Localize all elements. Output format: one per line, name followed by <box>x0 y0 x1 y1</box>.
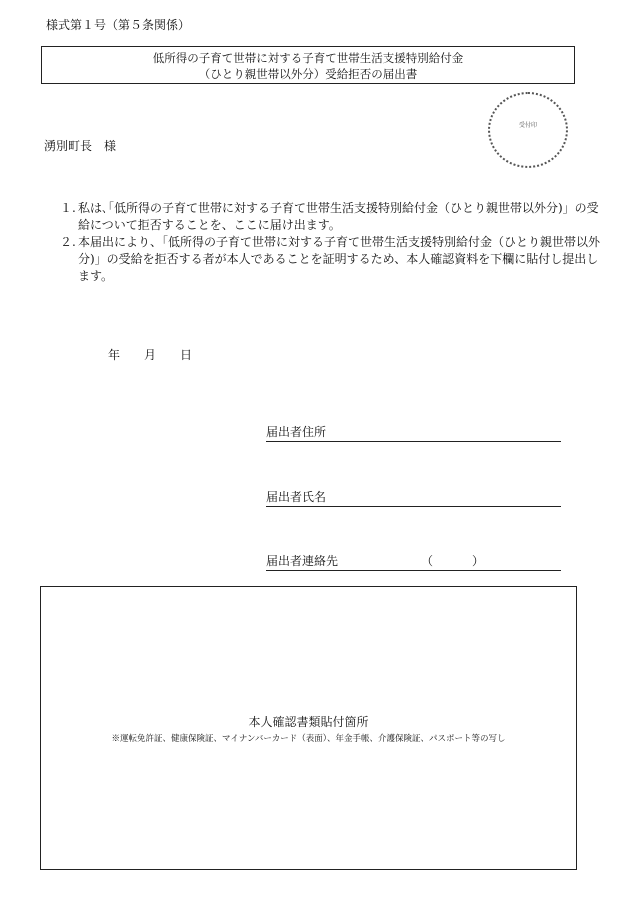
item-text: 私は､｢低所得の子育て世帯に対する子育て世帯生活支援特別給付金（ひとり親世帯以外分)」の受給について拒否することを、ここに届け出ます。 <box>78 201 599 232</box>
item-text: 本届出により、｢低所得の子育て世帯に対する子育て世帯生活支援特別給付金（ひとり親世帯以外分)」の受給を拒否する者が本人であることを証明するため、本人確認資料を下欄に貼付し提出します。 <box>78 235 601 283</box>
date-line <box>108 346 192 363</box>
name-field[interactable] <box>266 488 561 507</box>
form-number: 様式第１号（第５条関係） <box>46 18 191 32</box>
declaration-item-1 <box>60 200 600 234</box>
item-number: ２. <box>60 235 76 249</box>
declaration-items <box>60 200 600 285</box>
address-field[interactable] <box>266 423 561 442</box>
date-month: 月 <box>144 348 157 362</box>
paren-close: ） <box>472 554 485 568</box>
date-day: 日 <box>180 348 193 362</box>
item-number: １. <box>60 201 76 215</box>
paste-area-title: 本人確認書類貼付箇所 <box>248 715 369 729</box>
contact-field[interactable] <box>266 552 561 571</box>
contact-label: 届出者連絡先 <box>266 554 339 568</box>
title-box <box>41 46 575 84</box>
name-label: 届出者氏名 <box>266 490 327 504</box>
title-line-2: （ひとり親世帯以外分）受給拒否の届出書 <box>198 67 418 81</box>
stamp-label: 受付印 <box>518 121 537 129</box>
reception-stamp-circle <box>488 92 568 168</box>
addressee: 湧別町長 様 <box>44 139 117 153</box>
declaration-item-2 <box>60 234 600 285</box>
date-year: 年 <box>108 348 121 362</box>
paren-open: （ <box>421 554 434 568</box>
id-document-paste-area <box>40 586 577 870</box>
paste-area-note: ※運転免許証、健康保険証、マイナンバーカード（表面）、年金手帳、介護保険証、パスポート等の写し <box>111 734 506 744</box>
title-line-1: 低所得の子育て世帯に対する子育て世帯生活支援特別給付金 <box>152 51 464 65</box>
address-label: 届出者住所 <box>266 425 327 439</box>
